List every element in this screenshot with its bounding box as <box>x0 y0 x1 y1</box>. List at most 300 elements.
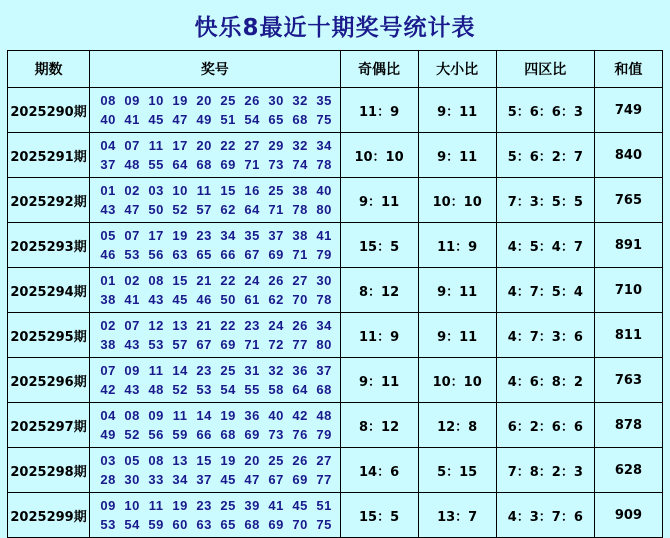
cell-big-small: 10：10 <box>418 358 496 403</box>
lottery-number: 38 <box>292 183 308 198</box>
numbers-line-1 <box>96 91 333 110</box>
lottery-number: 37 <box>268 228 284 243</box>
cell-odd-even: 11：9 <box>340 88 418 133</box>
lottery-number: 42 <box>100 382 116 397</box>
cell-numbers <box>90 268 340 313</box>
cell-big-small: 9：11 <box>418 313 496 358</box>
numbers-line-2 <box>96 155 333 174</box>
cell-big-small: 9：11 <box>418 88 496 133</box>
cell-sum: 628 <box>594 448 662 493</box>
lottery-number: 41 <box>316 228 332 243</box>
lottery-number: 48 <box>124 157 140 172</box>
lottery-number: 32 <box>292 93 308 108</box>
lottery-number: 20 <box>244 453 260 468</box>
numbers-line-2 <box>96 200 333 219</box>
lottery-number: 73 <box>268 157 284 172</box>
lottery-number: 73 <box>268 427 284 442</box>
cell-issue: 2025294期 <box>8 268 90 313</box>
lottery-number: 02 <box>100 318 116 333</box>
cell-sum: 840 <box>594 133 662 178</box>
lottery-number: 30 <box>268 93 284 108</box>
numbers-line-2 <box>96 335 333 354</box>
lottery-number: 67 <box>244 247 260 262</box>
lottery-number: 43 <box>124 337 140 352</box>
cell-sum: 765 <box>594 178 662 223</box>
lottery-number: 46 <box>196 292 212 307</box>
lottery-number: 25 <box>268 453 284 468</box>
lottery-number: 35 <box>316 93 332 108</box>
lottery-number: 22 <box>220 318 236 333</box>
table-row <box>8 268 663 313</box>
lottery-number: 10 <box>148 93 164 108</box>
lottery-number: 56 <box>148 427 164 442</box>
lottery-number: 20 <box>196 93 212 108</box>
lottery-number: 40 <box>100 112 116 127</box>
lottery-number: 66 <box>220 247 236 262</box>
lottery-number: 32 <box>292 138 308 153</box>
lottery-number: 70 <box>292 292 308 307</box>
lottery-number: 38 <box>100 337 116 352</box>
cell-zone: 7：3：5：5 <box>496 178 594 223</box>
cell-zone: 5：6：2：7 <box>496 133 594 178</box>
lottery-number: 24 <box>268 318 284 333</box>
lottery-number: 11 <box>172 408 188 423</box>
cell-issue: 2025296期 <box>8 358 90 403</box>
lottery-number: 40 <box>316 183 332 198</box>
lottery-number: 26 <box>244 93 260 108</box>
lottery-number: 41 <box>268 498 284 513</box>
lottery-number: 41 <box>124 292 140 307</box>
cell-sum: 909 <box>594 493 662 538</box>
lottery-number: 07 <box>100 363 116 378</box>
numbers-line-2 <box>96 515 333 534</box>
lottery-number: 53 <box>124 247 140 262</box>
lottery-number: 51 <box>316 498 332 513</box>
lottery-number: 09 <box>100 498 116 513</box>
lottery-number: 47 <box>124 202 140 217</box>
lottery-number: 19 <box>172 228 188 243</box>
lottery-number: 31 <box>244 363 260 378</box>
table-row <box>8 448 663 493</box>
cell-big-small: 10：10 <box>418 178 496 223</box>
lottery-number: 78 <box>316 157 332 172</box>
lottery-number: 10 <box>124 498 140 513</box>
numbers-line-2 <box>96 245 333 264</box>
numbers-line-1 <box>96 451 333 470</box>
table-body <box>8 88 663 538</box>
lottery-number: 67 <box>268 472 284 487</box>
cell-numbers <box>90 133 340 178</box>
lottery-number: 04 <box>100 138 116 153</box>
lottery-number: 35 <box>244 228 260 243</box>
cell-numbers <box>90 313 340 358</box>
lottery-number: 50 <box>148 202 164 217</box>
lottery-number: 78 <box>292 202 308 217</box>
lottery-number: 80 <box>316 202 332 217</box>
cell-odd-even: 11：9 <box>340 313 418 358</box>
lottery-number: 22 <box>220 138 236 153</box>
numbers-line-2 <box>96 425 333 444</box>
lottery-number: 65 <box>268 112 284 127</box>
cell-odd-even: 8：12 <box>340 403 418 448</box>
lottery-number: 74 <box>292 157 308 172</box>
lottery-number: 48 <box>148 382 164 397</box>
lottery-number: 54 <box>220 382 236 397</box>
lottery-number: 19 <box>172 498 188 513</box>
cell-big-small: 12：8 <box>418 403 496 448</box>
cell-zone: 4：7：5：4 <box>496 268 594 313</box>
lottery-number: 19 <box>220 453 236 468</box>
lottery-number: 69 <box>220 337 236 352</box>
lottery-number: 04 <box>100 408 116 423</box>
lottery-number: 21 <box>196 273 212 288</box>
lottery-number: 15 <box>220 183 236 198</box>
lottery-number: 77 <box>316 472 332 487</box>
column-header-numbers: 奖号 <box>90 51 340 88</box>
lottery-number: 10 <box>172 183 188 198</box>
lottery-number: 55 <box>148 157 164 172</box>
cell-zone: 4：5：4：7 <box>496 223 594 268</box>
lottery-number: 66 <box>196 427 212 442</box>
cell-zone: 4：7：3：6 <box>496 313 594 358</box>
cell-sum: 763 <box>594 358 662 403</box>
lottery-number: 36 <box>292 363 308 378</box>
lottery-number: 37 <box>316 363 332 378</box>
lottery-number: 38 <box>100 292 116 307</box>
cell-numbers <box>90 493 340 538</box>
cell-sum: 811 <box>594 313 662 358</box>
lottery-number: 08 <box>148 453 164 468</box>
cell-odd-even: 14：6 <box>340 448 418 493</box>
lottery-number: 48 <box>316 408 332 423</box>
cell-zone: 4：6：8：2 <box>496 358 594 403</box>
lottery-number: 43 <box>100 202 116 217</box>
lottery-number: 69 <box>268 517 284 532</box>
lottery-number: 09 <box>148 408 164 423</box>
lottery-number: 03 <box>148 183 164 198</box>
lottery-number: 59 <box>148 517 164 532</box>
lottery-number: 59 <box>172 427 188 442</box>
table-row <box>8 403 663 448</box>
lottery-number: 27 <box>244 138 260 153</box>
lottery-number: 53 <box>196 382 212 397</box>
cell-issue: 2025298期 <box>8 448 90 493</box>
cell-big-small: 9：11 <box>418 133 496 178</box>
page-title: 快乐8最近十期奖号统计表 <box>194 15 476 41</box>
lottery-number: 45 <box>148 112 164 127</box>
column-header-issue: 期数 <box>8 51 90 88</box>
cell-issue: 2025295期 <box>8 313 90 358</box>
table-row <box>8 133 663 178</box>
lottery-number: 26 <box>292 318 308 333</box>
lottery-number: 17 <box>172 138 188 153</box>
lottery-number: 02 <box>124 183 140 198</box>
lottery-number: 34 <box>220 228 236 243</box>
lottery-number: 61 <box>244 292 260 307</box>
lottery-number: 69 <box>292 472 308 487</box>
lottery-number: 45 <box>220 472 236 487</box>
lottery-number: 43 <box>124 382 140 397</box>
lottery-number: 25 <box>220 363 236 378</box>
lottery-number: 30 <box>124 472 140 487</box>
lottery-number: 05 <box>100 228 116 243</box>
lottery-number: 09 <box>124 363 140 378</box>
numbers-line-1 <box>96 361 333 380</box>
lottery-number: 72 <box>268 337 284 352</box>
lottery-number: 25 <box>268 183 284 198</box>
lottery-number: 65 <box>196 247 212 262</box>
cell-sum: 749 <box>594 88 662 133</box>
numbers-line-1 <box>96 316 333 335</box>
cell-zone: 6：2：6：6 <box>496 403 594 448</box>
cell-odd-even: 9：11 <box>340 358 418 403</box>
lottery-number: 58 <box>268 382 284 397</box>
lottery-number: 25 <box>220 498 236 513</box>
lottery-number: 79 <box>316 247 332 262</box>
lottery-number: 28 <box>100 472 116 487</box>
lottery-number: 62 <box>268 292 284 307</box>
lottery-number: 76 <box>292 427 308 442</box>
cell-zone: 7：8：2：3 <box>496 448 594 493</box>
lottery-number: 30 <box>316 273 332 288</box>
lottery-number: 68 <box>220 427 236 442</box>
table-row <box>8 223 663 268</box>
lottery-number: 43 <box>148 292 164 307</box>
lottery-number: 41 <box>124 112 140 127</box>
numbers-line-2 <box>96 110 333 129</box>
lottery-number: 34 <box>316 138 332 153</box>
lottery-number: 50 <box>220 292 236 307</box>
lottery-number: 64 <box>292 382 308 397</box>
lottery-number: 62 <box>220 202 236 217</box>
lottery-number: 64 <box>172 157 188 172</box>
lottery-number: 15 <box>172 273 188 288</box>
lottery-number: 27 <box>292 273 308 288</box>
lottery-number: 60 <box>172 517 188 532</box>
numbers-line-1 <box>96 271 333 290</box>
lottery-number: 57 <box>196 202 212 217</box>
cell-big-small: 5：15 <box>418 448 496 493</box>
lottery-number: 54 <box>244 112 260 127</box>
cell-numbers <box>90 223 340 268</box>
table-header-row <box>8 51 663 88</box>
column-header-odd-even: 奇偶比 <box>340 51 418 88</box>
lottery-number: 13 <box>172 453 188 468</box>
lottery-number: 37 <box>196 472 212 487</box>
lottery-number: 36 <box>244 408 260 423</box>
lottery-number: 80 <box>316 337 332 352</box>
cell-big-small: 11：9 <box>418 223 496 268</box>
lottery-number: 12 <box>148 318 164 333</box>
lottery-number: 14 <box>196 408 212 423</box>
cell-zone: 4：3：7：6 <box>496 493 594 538</box>
lottery-number: 38 <box>292 228 308 243</box>
lottery-number: 63 <box>172 247 188 262</box>
lottery-number: 03 <box>100 453 116 468</box>
cell-issue: 2025290期 <box>8 88 90 133</box>
cell-issue: 2025297期 <box>8 403 90 448</box>
lottery-number: 01 <box>100 273 116 288</box>
lottery-number: 27 <box>316 453 332 468</box>
lottery-number: 55 <box>244 382 260 397</box>
lottery-number: 39 <box>244 498 260 513</box>
lottery-number: 53 <box>100 517 116 532</box>
table-row <box>8 88 663 133</box>
lottery-number: 19 <box>172 93 188 108</box>
lottery-number: 47 <box>244 472 260 487</box>
table-row <box>8 493 663 538</box>
cell-issue: 2025299期 <box>8 493 90 538</box>
lottery-number: 23 <box>196 228 212 243</box>
numbers-line-1 <box>96 136 333 155</box>
lottery-number: 24 <box>244 273 260 288</box>
numbers-line-1 <box>96 181 333 200</box>
lottery-number: 69 <box>220 157 236 172</box>
lottery-stats-table <box>7 50 663 538</box>
cell-odd-even: 15：5 <box>340 223 418 268</box>
cell-odd-even: 8：12 <box>340 268 418 313</box>
lottery-number: 56 <box>148 247 164 262</box>
cell-issue: 2025292期 <box>8 178 90 223</box>
lottery-number: 68 <box>316 382 332 397</box>
table-header <box>8 51 663 88</box>
cell-numbers <box>90 178 340 223</box>
lottery-number: 11 <box>148 498 164 513</box>
lottery-number: 46 <box>100 247 116 262</box>
lottery-number: 21 <box>196 318 212 333</box>
lottery-number: 14 <box>172 363 188 378</box>
lottery-number: 75 <box>316 517 332 532</box>
lottery-number: 49 <box>196 112 212 127</box>
lottery-number: 02 <box>124 273 140 288</box>
lottery-number: 34 <box>316 318 332 333</box>
table-row <box>8 313 663 358</box>
lottery-number: 05 <box>124 453 140 468</box>
cell-odd-even: 10：10 <box>340 133 418 178</box>
lottery-number: 17 <box>148 228 164 243</box>
lottery-number: 71 <box>244 157 260 172</box>
lottery-number: 78 <box>316 292 332 307</box>
table-row <box>8 178 663 223</box>
lottery-number: 23 <box>196 498 212 513</box>
cell-issue: 2025291期 <box>8 133 90 178</box>
lottery-number: 54 <box>124 517 140 532</box>
lottery-number: 71 <box>292 247 308 262</box>
lottery-number: 34 <box>172 472 188 487</box>
numbers-line-2 <box>96 290 333 309</box>
lottery-number: 47 <box>172 112 188 127</box>
cell-numbers <box>90 403 340 448</box>
lottery-number: 51 <box>220 112 236 127</box>
cell-sum: 710 <box>594 268 662 313</box>
lottery-number: 08 <box>124 408 140 423</box>
lottery-number: 52 <box>172 202 188 217</box>
lottery-number: 52 <box>124 427 140 442</box>
column-header-sum: 和值 <box>594 51 662 88</box>
lottery-number: 13 <box>172 318 188 333</box>
lottery-number: 16 <box>244 183 260 198</box>
lottery-number: 26 <box>268 273 284 288</box>
lottery-number: 23 <box>244 318 260 333</box>
lottery-number: 52 <box>172 382 188 397</box>
lottery-number: 75 <box>316 112 332 127</box>
lottery-number: 64 <box>244 202 260 217</box>
lottery-number: 32 <box>268 363 284 378</box>
lottery-number: 69 <box>268 247 284 262</box>
lottery-number: 11 <box>196 183 212 198</box>
lottery-number: 11 <box>148 138 164 153</box>
lottery-number: 67 <box>196 337 212 352</box>
lottery-number: 20 <box>196 138 212 153</box>
numbers-line-1 <box>96 406 333 425</box>
numbers-line-2 <box>96 380 333 399</box>
cell-numbers <box>90 88 340 133</box>
lottery-number: 68 <box>292 112 308 127</box>
cell-big-small: 13：7 <box>418 493 496 538</box>
lottery-number: 45 <box>292 498 308 513</box>
cell-zone: 5：6：6：3 <box>496 88 594 133</box>
column-header-zone: 四区比 <box>496 51 594 88</box>
lottery-number: 23 <box>196 363 212 378</box>
cell-odd-even: 9：11 <box>340 178 418 223</box>
lottery-number: 57 <box>172 337 188 352</box>
lottery-number: 37 <box>100 157 116 172</box>
lottery-number: 33 <box>148 472 164 487</box>
numbers-line-1 <box>96 496 333 515</box>
table-row <box>8 358 663 403</box>
lottery-number: 71 <box>244 337 260 352</box>
column-header-big-small: 大小比 <box>418 51 496 88</box>
cell-odd-even: 15：5 <box>340 493 418 538</box>
lottery-number: 07 <box>124 138 140 153</box>
lottery-number: 63 <box>196 517 212 532</box>
lottery-number: 29 <box>268 138 284 153</box>
lottery-number: 40 <box>268 408 284 423</box>
cell-sum: 891 <box>594 223 662 268</box>
lottery-number: 68 <box>244 517 260 532</box>
lottery-number: 70 <box>292 517 308 532</box>
cell-sum: 878 <box>594 403 662 448</box>
lottery-number: 19 <box>220 408 236 423</box>
lottery-number: 08 <box>148 273 164 288</box>
lottery-number: 42 <box>292 408 308 423</box>
cell-big-small: 9：11 <box>418 268 496 313</box>
lottery-number: 09 <box>124 93 140 108</box>
cell-numbers <box>90 358 340 403</box>
lottery-number: 01 <box>100 183 116 198</box>
lottery-number: 07 <box>124 228 140 243</box>
lottery-number: 15 <box>196 453 212 468</box>
lottery-number: 07 <box>124 318 140 333</box>
numbers-line-1 <box>96 226 333 245</box>
lottery-number: 77 <box>292 337 308 352</box>
lottery-number: 79 <box>316 427 332 442</box>
lottery-number: 53 <box>148 337 164 352</box>
lottery-number: 25 <box>220 93 236 108</box>
cell-numbers <box>90 448 340 493</box>
cell-issue: 2025293期 <box>8 223 90 268</box>
lottery-number: 49 <box>100 427 116 442</box>
lottery-number: 45 <box>172 292 188 307</box>
lottery-number: 26 <box>292 453 308 468</box>
lottery-number: 65 <box>220 517 236 532</box>
lottery-number: 71 <box>268 202 284 217</box>
lottery-number: 69 <box>244 427 260 442</box>
lottery-number: 22 <box>220 273 236 288</box>
numbers-line-2 <box>96 470 333 489</box>
lottery-number: 11 <box>148 363 164 378</box>
lottery-number: 68 <box>196 157 212 172</box>
